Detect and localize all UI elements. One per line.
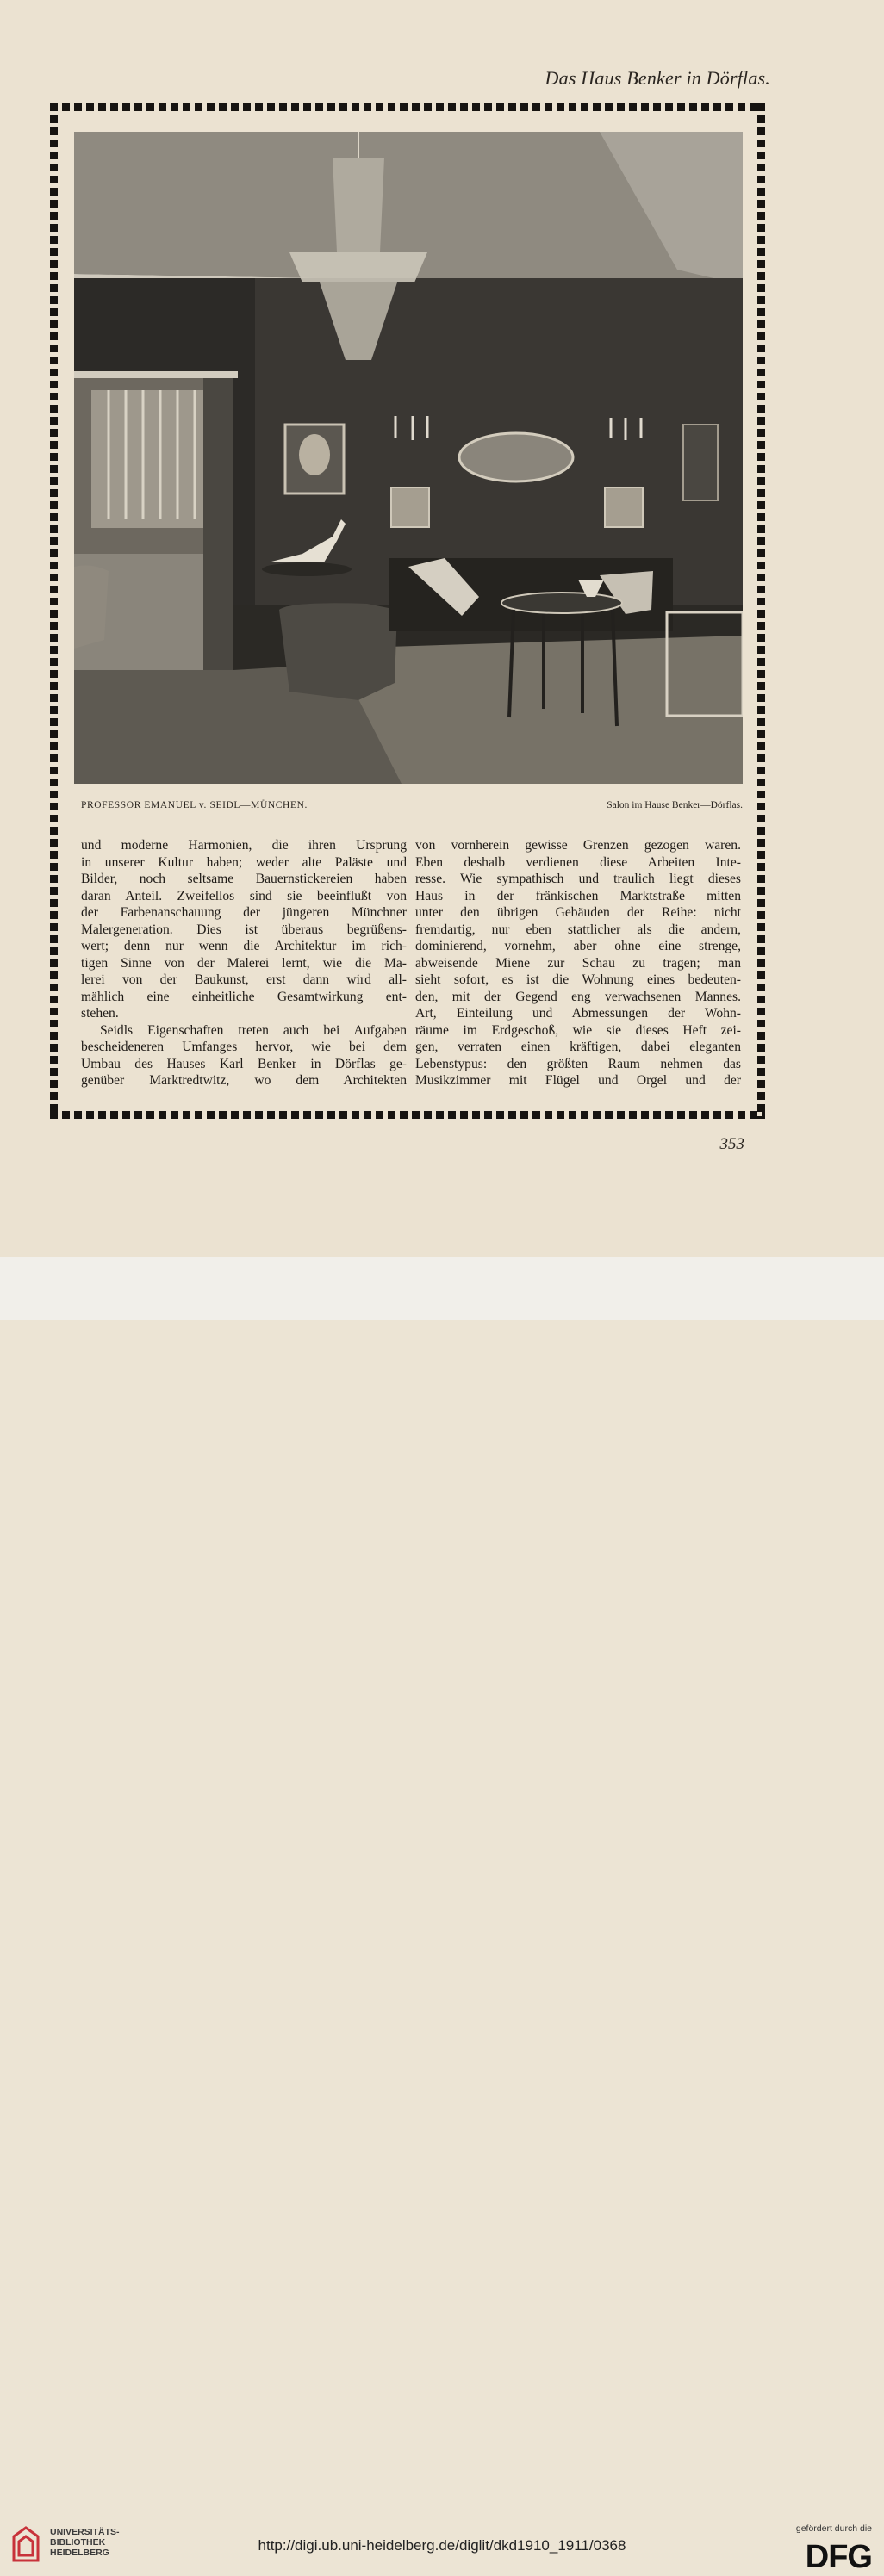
text-line: Bilder, noch seltsame Bauernstickereien haben xyxy=(81,872,407,886)
text-line: bescheideneren Umfanges hervor, wie bei dem xyxy=(81,1040,407,1054)
ornamental-border-right xyxy=(757,103,765,1119)
text-line: resse. Wie sympathisch und traulich liegt dieses xyxy=(415,872,741,886)
text-column-left xyxy=(81,837,407,1089)
text-line: sieht sofort, es ist die Wohnung eines bedeuten- xyxy=(415,972,741,987)
text-line: daran Anteil. Zweifellos sind sie beeinflußt von xyxy=(81,888,407,903)
text-line: mählich eine einheitliche Gesamtwirkung ent- xyxy=(81,989,407,1004)
library-name-line: BIBLIOTHEK xyxy=(50,2537,106,2548)
page-number: 353 xyxy=(719,1135,744,1153)
text-line: gen, verraten einen kräftigen, dabei eleganten xyxy=(415,1040,741,1054)
text-line: Seidls Eigenschaften treten auch bei Aufgaben xyxy=(100,1022,407,1038)
text-line: Haus in der fränkischen Marktstraße mitten xyxy=(415,888,741,903)
permalink-url[interactable]: http://digi.ub.uni-heidelberg.de/diglit/dkd1910_1911/0368 xyxy=(258,2537,626,2554)
text-line: fremdartig, nur eben stattlicher als die andern, xyxy=(415,922,741,937)
dfg-logo[interactable]: DFG xyxy=(805,2539,872,2575)
scanned-page xyxy=(0,0,884,1257)
library-name-line: UNIVERSITÄTS- xyxy=(50,2527,120,2537)
photo-caption-credit: PROFESSOR EMANUEL v. SEIDL—MÜNCHEN. xyxy=(81,800,308,810)
salon-photograph xyxy=(74,132,743,784)
text-line: Lebenstypus: den größten Raum nehmen das xyxy=(415,1056,741,1071)
text-line: Umbau des Hauses Karl Benker in Dörflas ge- xyxy=(81,1056,407,1071)
text-line: dominierend, vornehm, aber ohne eine strenge, xyxy=(415,939,741,953)
photo-caption-title: Salon im Hause Benker—Dörflas. xyxy=(607,800,743,810)
text-line: von vornherein gewisse Grenzen gezogen waren. xyxy=(415,838,741,853)
text-line: Eben deshalb verdienen diese Arbeiten Inte- xyxy=(415,854,741,870)
text-line: Art, Einteilung und Abmessungen der Wohn- xyxy=(415,1006,741,1021)
text-line: der Farbenanschauung der jüngeren Münchner xyxy=(81,905,407,920)
text-line: abweisende Miene zur Schau zu tragen; man xyxy=(415,955,741,971)
funder-label: gefördert durch die xyxy=(795,2523,872,2534)
ornamental-border-bottom xyxy=(50,1111,765,1119)
ornamental-border-left xyxy=(50,103,58,1119)
text-line: Musikzimmer mit Flügel und Orgel und der xyxy=(415,1073,741,1088)
text-line: räume im Erdgeschoß, wie sie dieses Heft zei- xyxy=(415,1022,741,1038)
text-line: den, mit der Gegend eng verwachsenen Mannes. xyxy=(415,989,741,1004)
text-line: in unserer Kultur haben; weder alte Paläste und xyxy=(81,854,407,870)
viewer-footer xyxy=(0,1257,884,2575)
ornamental-border-top xyxy=(50,103,765,111)
text-line: unter den übrigen Gebäuden der Reihe: nicht xyxy=(415,905,741,920)
text-column-right xyxy=(415,837,741,1089)
running-head: Das Haus Benker in Dörflas. xyxy=(545,67,770,89)
library-name-line: HEIDELBERG xyxy=(50,2548,109,2558)
text-line: und moderne Harmonien, die ihren Ursprung xyxy=(81,838,407,853)
text-line: wert; denn nur wenn die Architektur im rich- xyxy=(81,939,407,953)
text-line: genüber Marktredtwitz, wo dem Architekten xyxy=(81,1073,407,1088)
text-line: stehen. xyxy=(81,1006,119,1021)
text-line: lerei von der Baukunst, erst dann wird all- xyxy=(81,972,407,987)
text-line: Malergeneration. Dies ist überaus begrüßens- xyxy=(81,922,407,937)
text-line: tigen Sinne von der Malerei lernt, wie die Ma- xyxy=(81,955,407,971)
